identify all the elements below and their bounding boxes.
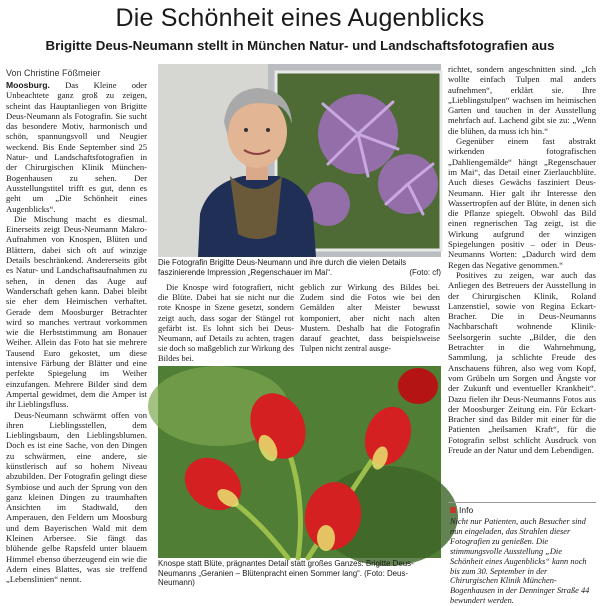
article-column-4 xyxy=(448,64,596,500)
byline: Von Christine Fößmeier xyxy=(6,68,101,78)
paragraph: Positives zu zeigen, war auch das Anliegen des Betreuers der Ausstellung in der Chirurgischen Klinik, Roland Lanzenstiel, sowie von Regina Eckart-Bracher. Die in Deus-Neumanns Nachbarschaft wohnende Klinik-Seelsorgerin suchte „Bilder, die den Betrachter in die Wahrnehmung, Sammlung, ja schlichte Freude des Anschauens führen, also weg vom Kopf, vom Grübeln um Sorgen und Ängste vor der Zukunft und eventueller Krankheit“. Dazu fielen ihr Deus-Neumanns Fotos aus der Moosburger Zeitung ein. Für Eckart-Bracher sind das Bilder mit einer für die Patienten „heilsamen Kraft“, für die Fotografin selbst schlicht Ausdruck von Freude an der Natur und dem Lebendigen. xyxy=(448,269,596,455)
paragraph: Deus-Neumann schwärmt offen von ihren Lieblingsstellen, dem Lieblingsbaum, den Lieblingsblumen. Doch es ist eine Sache, von den Dingen zu schwärmen, eine andere, sie künstlerisch auf so hohem Niveau abzubilden. Der Fotografin gelingt diese Symbiose und auch der Sprung von den ganz kleinen Dingen zu traumhaften Ansichten im Stadtwald, den Amperauen, den Feldern um Moosburg und dem Bayerischen Wald mit dem Kleinen Arbersee. Sie fängt das blühende gelbe Rapsfeld unter blauem Himmel ebenso überzeugend ein wie die Adern eines Blattes, was sie treffend „Lebenslinien“ nennt. xyxy=(6,409,147,585)
paragraph: Die Knospe wird fotografiert, nicht die Blüte. Dabei hat sie nicht nur die rote Knospe in Szene gesetzt, sondern zeigt auch, dass sogar der Stängel rot gefärbt ist. Es lohnt sich bei Deus-Neumann, auf Details zu achten, tragen sie doch so maßgeblich zur Wirkung des Bildes bei. xyxy=(158,283,294,364)
photo-portrait-with-allium xyxy=(158,64,441,257)
subheadline: Brigitte Deus-Neumann stellt in München Natur- und Landschaftsfotografien aus xyxy=(45,38,555,53)
dateline: Moosburg. xyxy=(6,80,50,90)
photo-credit-1: (Foto: cf) xyxy=(409,267,441,277)
paragraph: Das Kleine oder Unbeachtete ganz groß zu zeigen, scheint das Hauptanliegen von Brigitte Deus-Neumann als Fotografin. Sie sucht das besondere Motiv, harmonisch und schön, spannungsvoll und Neugier weckend. Bis Ende September sind 25 Natur- und Landschaftsfotografien in der Chirurgischen Klinik München-Bogenhausen zu sehen. Der Ausstellungstitel trifft es gut, denn es geht um „Die Schönheit eines Augenblicks“. xyxy=(6,80,147,214)
photo-geranium-buds xyxy=(158,366,441,558)
info-text: Nicht nur Patienten, auch Besucher sind nun eingeladen, das Strahlen dieser Fotografien zu genießen. Die stimmungsvolle Ausstellung „Die Schönheit eines Augenblicks“ kann noch bis zum 30. September in der Chirurgischen Klinik München-Bogenhausen in der Denninger Straße 44 bewundert werden. xyxy=(450,517,590,606)
article-column-2 xyxy=(158,283,294,363)
photo-credit-2: (Foto: Deus-Neumann) xyxy=(158,568,409,588)
info-heading: Info xyxy=(450,505,473,515)
info-divider xyxy=(448,502,596,503)
info-marker-icon xyxy=(450,507,456,513)
headline: Die Schönheit eines Augenblicks xyxy=(115,4,485,32)
photo-caption-1: Die Fotografin Brigitte Deus-Neumann und ihre durch die vielen Details faszinierende Impression „Regenschauer im Mai“. (Foto: cf) xyxy=(158,258,441,277)
article-column-1 xyxy=(6,80,147,585)
article-column-3 xyxy=(300,283,440,363)
photo-caption-2: Knospe statt Blüte, prägnantes Detail statt großes Ganzes: Brigitte Deus-Neumanns „Geranien – Blütenpracht einen Sommer lang“. (Foto: Deus-Neumann) xyxy=(158,559,414,588)
paragraph: richtet, sondern angeschnitten sind. „Ich wollte einfach Tulpen mal anders aufnehmen“, erklärt sie. Ihre „Lieblingstulpen“ wachsen im heimischen Garten und tauchen in der Ausstellung mehrfach auf. Lachend gibt sie zu: „Wenn die blühen, da muss ich hin.“ xyxy=(448,64,596,136)
paragraph: geblich zur Wirkung des Bildes bei. Zudem sind die Fotos wie bei den Gemälden alter Meister bewusst komponiert, aber nicht nach alten Mustern. Deshalb hat die Fotografin darauf geachtet, dass beispielsweise Tulpen nicht zentral ausge- xyxy=(300,283,440,354)
paragraph: Die Mischung macht es diesmal. Einerseits zeigt Deus-Neumann Makro-Aufnahmen von Knospen, Blüten und Blättern, dabei sich oft auf winzige Details beschränkend. Andererseits gibt es Natur- und Landschaftsaufnahmen zu sehen, in denen das Auge auf Wanderschaft gehen kann. Dabei bleibt sie eher dem Heimischen verhaftet. Gerade dem Moosburger Betrachter wird so manches vertraut vorkommen wie die Herbststimmung am Bonauer Weiher. Allein das Foto hat sie mehrere Tausend Euro gekostet, um diese intensive Färbung der Blätter und eine perfekte Spiegelung im Weiher einzufangen. Mehrere Bilder sind dem Ampertal gewidmet, dem die Amper ist ihr Lieblingsfluss. xyxy=(6,213,147,410)
paragraph: Gegenüber einem fast abstrakt wirkenden fotografischen „Dahliengemälde“ hängt „Regenschauer im Mai“, das Detail einer Zierlauchblüte. Auch dieses Gewächs fasziniert Deus-Neumann. Hier galt ihr Interesse den Wassertropfen auf der Blüte, in denen sich die Pflanze spiegelt. Obwohl das Bild einen regnerischen Tag zeigt, ist die Wirkung aufgrund der winzigen Spiegelungen positiv – oder in Deus-Neumanns Worten: „Dadurch wird dem Regen das Negative genommen.“ xyxy=(448,136,596,270)
